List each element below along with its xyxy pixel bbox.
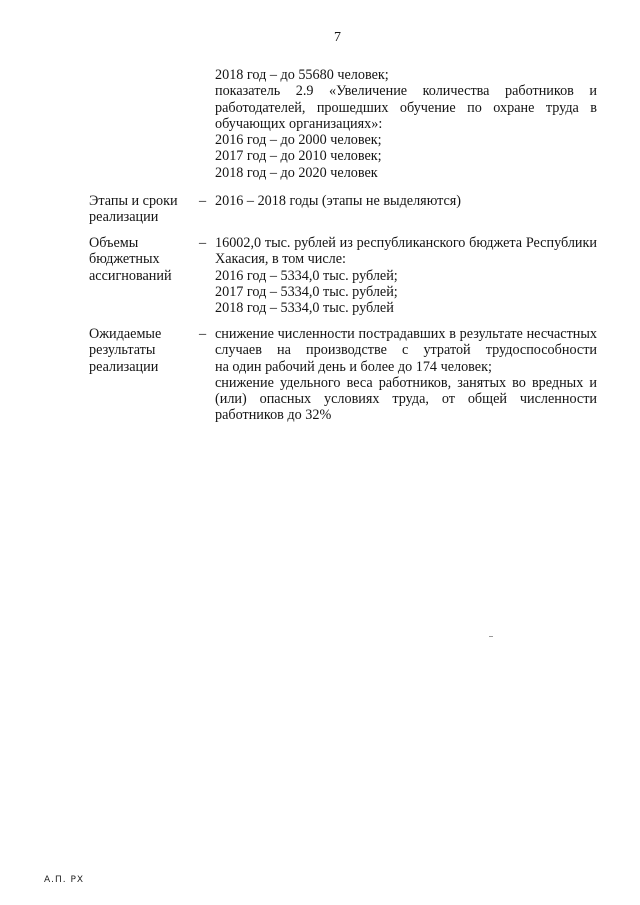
text-line: обучающих организациях»: bbox=[215, 115, 383, 132]
text-line: 2016 – 2018 годы (этапы не выделяются) bbox=[215, 193, 462, 209]
text-line: 2017 год – до 2010 человек; bbox=[215, 148, 382, 165]
page-number: 7 bbox=[334, 30, 341, 45]
row-content bbox=[215, 235, 597, 316]
text-line: показатель 2.9 «Увеличение количества работников и bbox=[215, 83, 597, 100]
continuation-text bbox=[215, 67, 597, 181]
text-line: 2016 год – до 2000 человек; bbox=[215, 132, 382, 149]
label-line: Объемы bbox=[89, 235, 139, 251]
text-line: 2016 год – 5334,0 тыс. рублей; bbox=[215, 267, 398, 284]
text-line: 2018 год – до 2020 человек bbox=[215, 164, 378, 181]
label-line: реализации bbox=[89, 358, 159, 375]
label-line: реализации bbox=[89, 209, 159, 226]
label-line: Ожидаемые bbox=[89, 326, 162, 342]
row-label bbox=[89, 235, 197, 284]
text-line: случаев на производстве с утратой трудоспособности bbox=[215, 342, 597, 359]
dash-separator: – bbox=[199, 235, 207, 251]
label-line: ассигнований bbox=[89, 267, 172, 284]
dash-separator: – bbox=[199, 193, 207, 209]
footer-mark: А.П. РХ bbox=[44, 875, 85, 885]
scan-speck bbox=[489, 636, 493, 637]
text-line: 2018 год – до 55680 человек; bbox=[215, 67, 389, 83]
label-line: бюджетных bbox=[89, 251, 160, 268]
row-content bbox=[215, 326, 597, 424]
text-line: 16002,0 тыс. рублей из республиканского бюджета Республики bbox=[215, 235, 597, 251]
text-line: Хакасия, в том числе: bbox=[215, 251, 346, 268]
text-line: снижение удельного веса работников, занятых во вредных и bbox=[215, 374, 597, 391]
text-line: работников до 32% bbox=[215, 407, 332, 424]
text-line: работодателей, прошедших обучение по охране труда в bbox=[215, 99, 597, 116]
text-line: (или) опасных условиях труда, от общей численности bbox=[215, 391, 597, 408]
text-line: снижение численности пострадавших в результате несчастных bbox=[215, 326, 597, 342]
label-line: Этапы и сроки bbox=[89, 193, 178, 209]
text-line: на один рабочий день и более до 174 человек; bbox=[215, 358, 492, 375]
label-line: результаты bbox=[89, 342, 156, 359]
row-label bbox=[89, 326, 197, 375]
text-line: 2018 год – 5334,0 тыс. рублей bbox=[215, 300, 394, 317]
dash-separator: – bbox=[199, 326, 207, 342]
row-content bbox=[215, 193, 597, 209]
text-line: 2017 год – 5334,0 тыс. рублей; bbox=[215, 283, 398, 300]
row-label bbox=[89, 193, 197, 226]
